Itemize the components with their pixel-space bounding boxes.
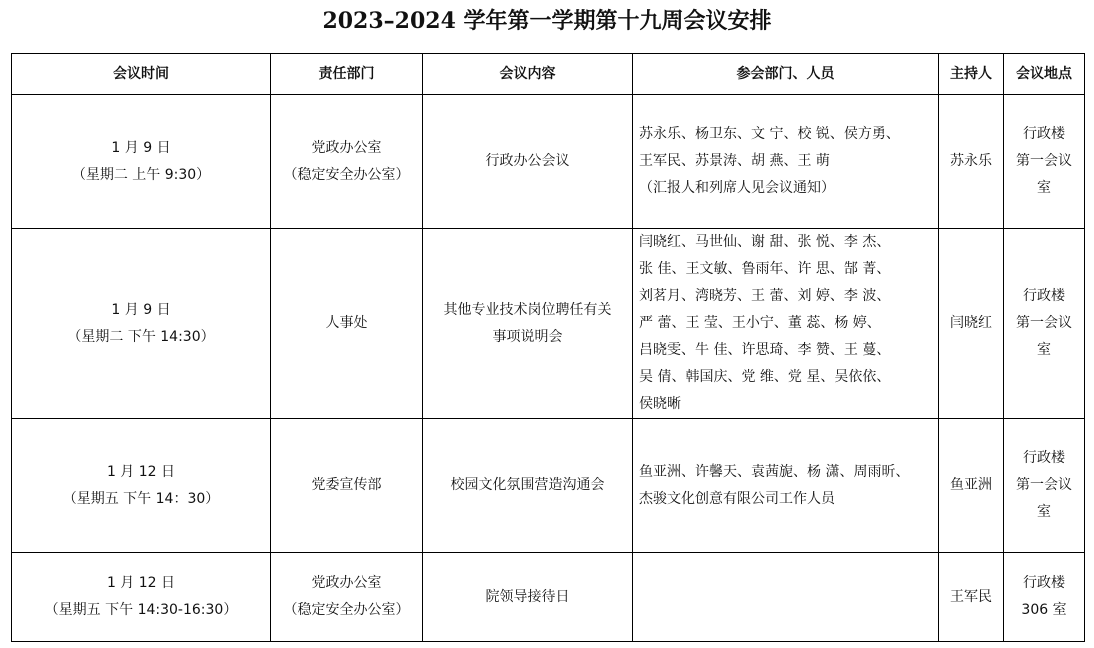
location-line: 行政楼 xyxy=(1023,126,1065,142)
cell-host: 王军民 xyxy=(939,553,1004,642)
attendees-line: 王军民、苏景涛、胡 燕、王 萌 xyxy=(639,153,830,169)
attendees-line: 杰骏文化创意有限公司工作人员 xyxy=(639,490,835,507)
time-date: 1 月 12 日 xyxy=(106,575,176,591)
table-row xyxy=(12,553,1085,642)
location-line: 行政楼 xyxy=(1023,450,1065,466)
content-text: 其他专业技术岗位聘任有关 xyxy=(443,301,612,318)
time-detail: （星期五 下午 14：30） xyxy=(62,490,220,507)
page-title: 2023–2024 学年第一学期第十九周会议安排 xyxy=(322,8,772,34)
cell-content xyxy=(423,95,633,229)
cell-host: 鱼亚洲 xyxy=(939,419,1004,553)
location-line: 第一会议 xyxy=(1016,477,1072,493)
cell-location xyxy=(1004,229,1085,419)
location-line: 室 xyxy=(1037,342,1051,358)
attendees-line: 鱼亚洲、许馨天、袁茜旎、杨 潇、周雨昕、 xyxy=(639,463,910,480)
cell-host: 苏永乐 xyxy=(939,95,1004,229)
location-line: 行政楼 xyxy=(1023,575,1065,591)
location-line: 306 室 xyxy=(1021,602,1067,618)
time-detail: （星期二 上午 9:30） xyxy=(71,166,211,183)
attendees-line: 吴 倩、韩国庆、党 维、党 星、吴依依、 xyxy=(639,369,891,385)
time-date: 1 月 12 日 xyxy=(106,463,176,480)
cell-attendees xyxy=(633,419,939,553)
dept-name: 党委宣传部 xyxy=(311,477,382,493)
attendees-line: 张 佳、王文敏、鲁雨年、许 思、郜 菁、 xyxy=(639,261,891,277)
header-dept: 责任部门 xyxy=(271,54,423,95)
table-row xyxy=(12,95,1085,229)
content-text: 校园文化氛围营造沟通会 xyxy=(450,477,605,493)
cell-attendees xyxy=(633,553,939,642)
header-content: 会议内容 xyxy=(423,54,633,95)
header-location: 会议地点 xyxy=(1004,54,1085,95)
cell-time xyxy=(12,95,271,229)
header-attendees: 参会部门、人员 xyxy=(633,54,939,95)
cell-dept xyxy=(271,229,423,419)
dept-name: 党政办公室 xyxy=(311,139,382,156)
header-host: 主持人 xyxy=(939,54,1004,95)
location-line: 室 xyxy=(1037,180,1051,196)
content-text: 院领导接待日 xyxy=(485,588,570,605)
cell-content xyxy=(423,553,633,642)
cell-time xyxy=(12,553,271,642)
time-detail: （星期二 下午 14:30） xyxy=(67,328,215,345)
attendees-line: 侯晓晰 xyxy=(639,396,681,412)
dept-name: 党政办公室 xyxy=(311,575,382,591)
attendees-line: 刘茗月、湾晓芳、王 蕾、刘 婷、李 波、 xyxy=(639,288,891,304)
attendees-line: 苏永乐、杨卫东、文 宁、校 锐、侯方勇、 xyxy=(639,126,900,142)
cell-host: 闫晓红 xyxy=(939,229,1004,419)
cell-dept xyxy=(271,553,423,642)
time-detail: （星期五 下午 14:30-16:30） xyxy=(44,602,238,618)
attendees-line: （汇报人和列席人见会议通知） xyxy=(639,180,835,196)
location-line: 第一会议 xyxy=(1016,153,1072,169)
cell-dept xyxy=(271,95,423,229)
cell-time xyxy=(12,229,271,419)
cell-location xyxy=(1004,95,1085,229)
content-text: 行政办公会议 xyxy=(485,153,570,169)
header-time: 会议时间 xyxy=(12,54,271,95)
meeting-schedule-table xyxy=(11,53,1085,642)
cell-attendees xyxy=(633,95,939,229)
cell-dept xyxy=(271,419,423,553)
cell-location xyxy=(1004,553,1085,642)
cell-location xyxy=(1004,419,1085,553)
cell-attendees xyxy=(633,229,939,419)
cell-content xyxy=(423,419,633,553)
attendees-line: 闫晓红、马世仙、谢 甜、张 悦、李 杰、 xyxy=(639,234,891,250)
location-line: 行政楼 xyxy=(1023,288,1065,304)
time-date: 1 月 9 日 xyxy=(111,139,171,156)
attendees-line: 严 蕾、王 莹、王小宁、董 蕊、杨 婷、 xyxy=(639,315,881,331)
table-header-row xyxy=(12,54,1085,95)
location-line: 室 xyxy=(1037,504,1051,520)
cell-content xyxy=(423,229,633,419)
time-date: 1 月 9 日 xyxy=(111,301,171,318)
dept-sub: （稳定安全办公室） xyxy=(283,166,410,183)
content-text: 事项说明会 xyxy=(492,328,563,345)
location-line: 第一会议 xyxy=(1016,315,1072,331)
cell-time xyxy=(12,419,271,553)
table-row xyxy=(12,229,1085,419)
attendees-line: 吕晓雯、牛 佳、许思琦、李 赞、王 蔓、 xyxy=(639,342,891,358)
dept-name: 人事处 xyxy=(325,315,368,331)
table-row xyxy=(12,419,1085,553)
dept-sub: （稳定安全办公室） xyxy=(283,602,410,618)
